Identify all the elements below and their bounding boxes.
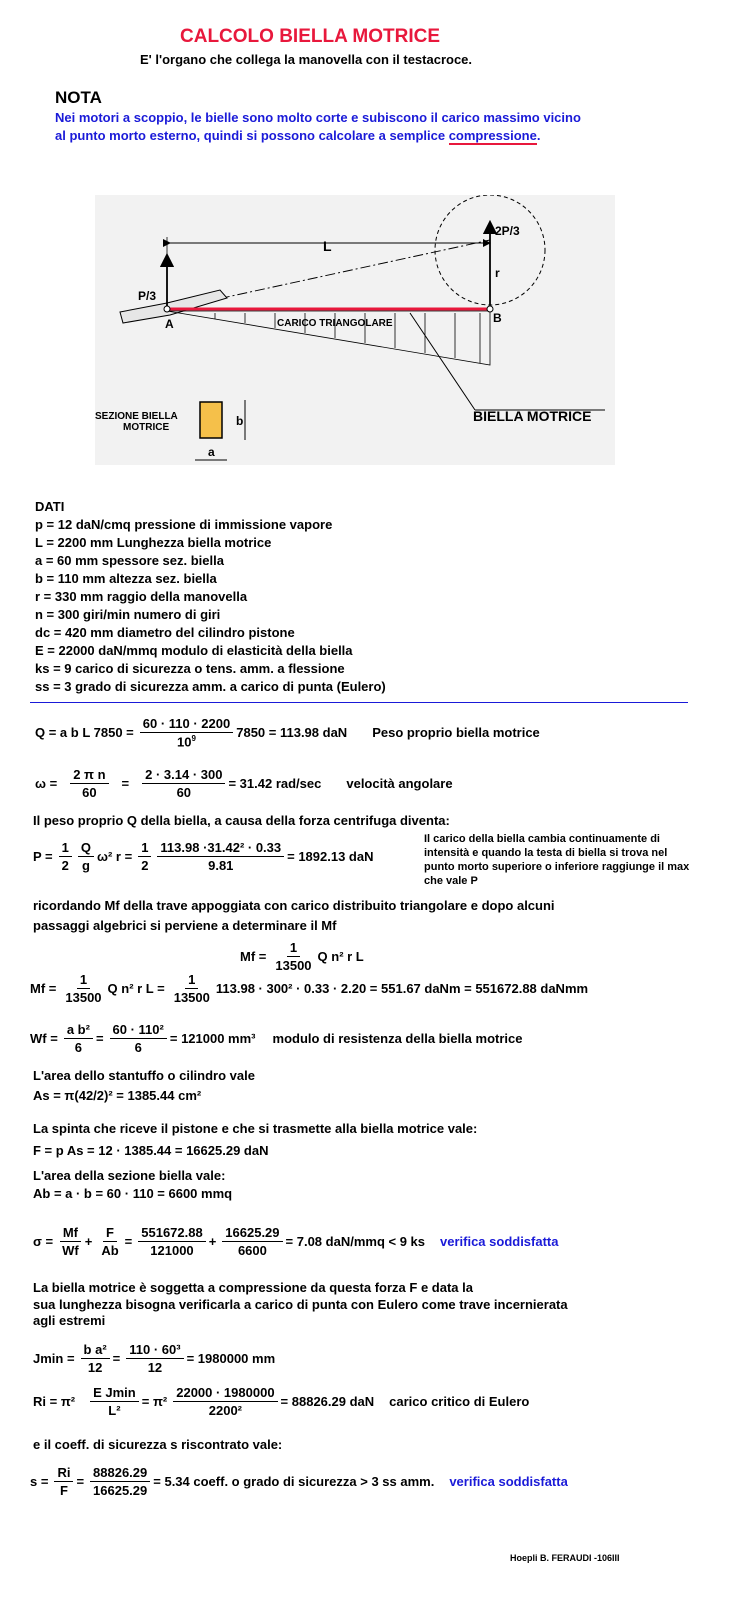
section-divider (30, 702, 688, 703)
dati-line: a = 60 mm spessore sez. biella (35, 553, 224, 568)
ab-intro: L'area della sezione biella vale: (33, 1168, 226, 1183)
label-biella-motrice: BIELLA MOTRICE (473, 408, 592, 424)
connecting-rod-diagram (95, 195, 615, 480)
formula-mf-2 (30, 972, 591, 1005)
dati-line: dc = 420 mm diametro del cilindro pistone (35, 625, 295, 640)
mf2-d: 13500 (65, 990, 102, 1005)
dati-label: DATI (35, 499, 65, 514)
label-r: r (495, 266, 500, 280)
label-section-a: a (208, 445, 215, 459)
formula-ri (33, 1385, 532, 1418)
ri-d1: L² (108, 1403, 121, 1418)
wf-eq: = (95, 1031, 104, 1046)
sc-intro: e il coeff. di sicurezza s riscontrato vale: (33, 1437, 283, 1452)
eu-intro-3: agli estremi (33, 1313, 106, 1328)
mf2-n2: 1 (185, 972, 198, 989)
p-frac-4 (157, 840, 284, 873)
w-eq: = (121, 776, 130, 791)
label-l: L (323, 238, 332, 254)
mf2-lhs: Mf = (30, 981, 57, 996)
ri-mid: = π² (141, 1394, 168, 1409)
label-sezione-1: SEZIONE BIELLA (95, 411, 178, 422)
label-b: B (493, 311, 502, 325)
formula-mf-1 (240, 940, 367, 973)
ri-n1: E Jmin (90, 1385, 139, 1402)
sc-n2: 88826.29 (90, 1465, 150, 1482)
q-rhs: 7850 = 113.98 daN (236, 725, 348, 741)
sigma-frac-4 (222, 1225, 282, 1258)
s-n4: 16625.29 (222, 1225, 282, 1242)
dati-line: ks = 9 carico di sicurezza o tens. amm. a flessione (35, 661, 345, 676)
ri-rhs: = 88826.29 daN (280, 1394, 375, 1409)
p-f1d: 2 (61, 858, 69, 873)
as-line: As = π(42/2)² = 1385.44 cm² (33, 1088, 202, 1103)
q-lhs: Q = a b L 7850 = (35, 725, 134, 741)
sc-rhs: = 5.34 coeff. o grado di sicurezza > 3 ss amm. (153, 1474, 435, 1489)
wf-d2: 6 (134, 1040, 142, 1055)
w-rhs: = 31.42 rad/sec (228, 776, 322, 791)
wf-n2: 60 · 110² (110, 1022, 167, 1039)
q-den-exp: 9 (191, 734, 196, 743)
sigma-frac-1 (59, 1225, 82, 1258)
dati-line: r = 330 mm raggio della manovella (35, 589, 248, 604)
nota-line-2-text: al punto morto esterno, quindi si possono calcolare a semplice (55, 128, 449, 143)
mf1-n: 1 (287, 940, 300, 957)
q-note: Peso proprio biella motrice (372, 725, 540, 741)
s-plus: + (84, 1234, 93, 1249)
dati-line: p = 12 daN/cmq pressione di immissione vapore (35, 517, 333, 532)
sc-d2: 16625.29 (93, 1483, 148, 1498)
formula-s (30, 1465, 571, 1498)
wf-n1: a b² (64, 1022, 93, 1039)
label-p3: P/3 (138, 289, 157, 303)
label-2p3: 2P/3 (495, 224, 520, 238)
j-d2: 12 (147, 1360, 163, 1375)
label-section-b: b (236, 414, 244, 428)
s-n3: 551672.88 (138, 1225, 205, 1242)
w-den2: 60 (176, 785, 192, 800)
wf-frac-1 (64, 1022, 93, 1055)
eu-intro-1: La biella motrice è soggetta a compressione da questa forza F e data la (33, 1280, 473, 1295)
p-frac-3 (138, 840, 151, 873)
s-n1: Mf (60, 1225, 81, 1242)
sigma-frac-2 (98, 1225, 121, 1258)
formula-wf (30, 1022, 525, 1055)
page-subtitle: E' l'organo che collega la manovella con il testacroce. (140, 52, 473, 67)
s-d1: Wf (62, 1243, 79, 1258)
p-f4d: 9.81 (208, 858, 234, 873)
formula-p (33, 840, 377, 873)
sc-frac-1 (54, 1465, 73, 1498)
sc-d1: F (59, 1483, 68, 1498)
ri-n2: 22000 · 1980000 (173, 1385, 277, 1402)
p-f1n: 1 (59, 840, 72, 857)
j-rhs: = 1980000 mm (186, 1351, 276, 1366)
dati-block (35, 498, 386, 696)
mf1-frac (272, 940, 314, 973)
p-f2n: Q (78, 840, 94, 857)
mf2-frac-1 (62, 972, 104, 1005)
ri-note: carico critico di Eulero (389, 1394, 530, 1409)
dati-line: b = 110 mm altezza sez. biella (35, 571, 217, 586)
sigma-verifica: verifica soddisfatta (440, 1234, 559, 1249)
mf2-mid: Q n² r L = (107, 981, 165, 996)
s-d2: Ab (101, 1243, 119, 1258)
page-title: CALCOLO BIELLA MOTRICE (180, 26, 440, 47)
mf-intro-2: passaggi algebrici si perviene a determinare il Mf (33, 918, 337, 933)
p-frac-2 (78, 840, 94, 873)
sigma-frac-3 (138, 1225, 205, 1258)
s-verifica: verifica soddisfatta (449, 1474, 568, 1489)
dati-line: ss = 3 grado di sicurezza amm. a carico di punta (Eulero) (35, 679, 386, 694)
sc-n1: Ri (54, 1465, 73, 1482)
nota-line-2 (55, 128, 540, 143)
j-n1: b a² (81, 1342, 110, 1359)
s-d4: 6600 (237, 1243, 267, 1258)
formula-q (35, 716, 543, 749)
p-note-line: che vale P (424, 875, 478, 887)
p-note-line: Il carico della biella cambia continuamente di (424, 833, 660, 845)
p-f4n: 113.98 ·31.42² · 0.33 (157, 840, 284, 857)
dati-line: n = 300 giri/min numero di giri (35, 607, 221, 622)
footer-credit: Hoepli B. FERAUDI -106III (510, 1553, 620, 1563)
p-intro: Il peso proprio Q della biella, a causa della forza centrifuga diventa: (33, 813, 450, 828)
f-intro: La spinta che riceve il pistone e che si trasmette alla biella motrice vale: (33, 1121, 478, 1136)
wf-lhs: Wf = (30, 1031, 58, 1046)
sigma-lhs: σ = (33, 1234, 54, 1249)
p-lhs: P = (33, 849, 53, 864)
formula-omega (35, 767, 456, 800)
j-frac-2 (126, 1342, 183, 1375)
mf2-rhs: 113.98 · 300² · 0.33 · 2.20 = 551.67 daNm = 551672.88 daNmm (215, 981, 589, 996)
s-d3: 121000 (150, 1243, 194, 1258)
ab-line: Ab = a · b = 60 · 110 = 6600 mmq (33, 1186, 233, 1201)
mf1-lhs: Mf = (240, 949, 267, 964)
sc-frac-2 (90, 1465, 150, 1498)
q-den-base: 10 (177, 734, 192, 750)
mf2-frac-2 (171, 972, 213, 1005)
pin-a (164, 306, 170, 312)
wf-d1: 6 (74, 1040, 82, 1055)
nota-line-2-end: . (536, 128, 541, 143)
formula-jmin (33, 1342, 278, 1375)
j-frac-1 (81, 1342, 110, 1375)
w-lhs: ω = (35, 776, 58, 791)
eu-intro-2: sua lunghezza bisogna verificarla a carico di punta con Eulero come trave incernierata (33, 1297, 568, 1312)
label-carico: CARICO TRIANGOLARE (277, 318, 393, 329)
wf-note: modulo di resistenza della biella motrice (272, 1031, 523, 1046)
q-fraction (140, 716, 233, 749)
p-note-line: punto morto superiore o inferiore raggiunge il max (424, 861, 690, 873)
q-den (174, 733, 199, 749)
w-note: velocità angolare (346, 776, 453, 791)
j-d1: 12 (87, 1360, 103, 1375)
w-fraction-1 (70, 767, 108, 800)
p-f3n: 1 (138, 840, 151, 857)
s-plus2: + (208, 1234, 217, 1249)
as-intro: L'area dello stantuffo o cilindro vale (33, 1068, 255, 1083)
dati-line: L = 2200 mm Lunghezza biella motrice (35, 535, 272, 550)
j-lhs: Jmin = (33, 1351, 75, 1366)
mf1-rhs: Q n² r L (317, 949, 364, 964)
sc-lhs: s = (30, 1474, 49, 1489)
p-note-line: intensità e quando la testa di biella si trova nel (424, 847, 668, 859)
f-line: F = p As = 12 · 1385.44 = 16625.29 daN (33, 1143, 269, 1158)
w-den1: 60 (82, 785, 97, 800)
sc-eq: = (76, 1474, 85, 1489)
formula-sigma (33, 1225, 562, 1258)
mf-intro-1: ricordando Mf della trave appoggiata con carico distribuito triangolare e dopo alcuni (33, 898, 555, 913)
section-rectangle (200, 402, 222, 438)
ri-frac-1 (90, 1385, 139, 1418)
p-f2d: g (81, 858, 90, 873)
mf2-n: 1 (77, 972, 90, 989)
w-num1: 2 π n (70, 767, 108, 784)
wf-rhs: = 121000 mm³ (169, 1031, 256, 1046)
w-fraction-2 (142, 767, 225, 800)
mf1-d: 13500 (275, 958, 312, 973)
label-a: A (165, 317, 174, 331)
p-note (424, 832, 689, 888)
label-sezione-2: MOTRICE (123, 422, 170, 433)
dati-line: E = 22000 daN/mmq modulo di elasticità della biella (35, 643, 353, 658)
j-eq: = (112, 1351, 121, 1366)
nota-keyword: compressione (448, 128, 537, 143)
q-num: 60 · 110 · 2200 (140, 716, 233, 733)
ri-lhs: Ri = π² (33, 1394, 76, 1409)
j-n2: 110 · 60³ (126, 1342, 183, 1359)
p-rhs: = 1892.13 daN (287, 849, 374, 864)
p-f3d: 2 (141, 858, 149, 873)
nota-label: NOTA (55, 88, 102, 107)
nota-line-1: Nei motori a scoppio, le bielle sono molto corte e subiscono il carico massimo vicino (55, 110, 581, 125)
mf2-d2: 13500 (173, 990, 210, 1005)
s-rhs: = 7.08 daN/mmq < 9 ks (285, 1234, 425, 1249)
ri-d2: 2200² (208, 1403, 243, 1418)
w-num2: 2 · 3.14 · 300 (142, 767, 225, 784)
s-eq: = (124, 1234, 133, 1249)
wf-frac-2 (110, 1022, 167, 1055)
s-n2: F (103, 1225, 117, 1242)
p-frac-1 (59, 840, 72, 873)
ri-frac-2 (173, 1385, 277, 1418)
p-mid: ω² r = (97, 849, 133, 864)
